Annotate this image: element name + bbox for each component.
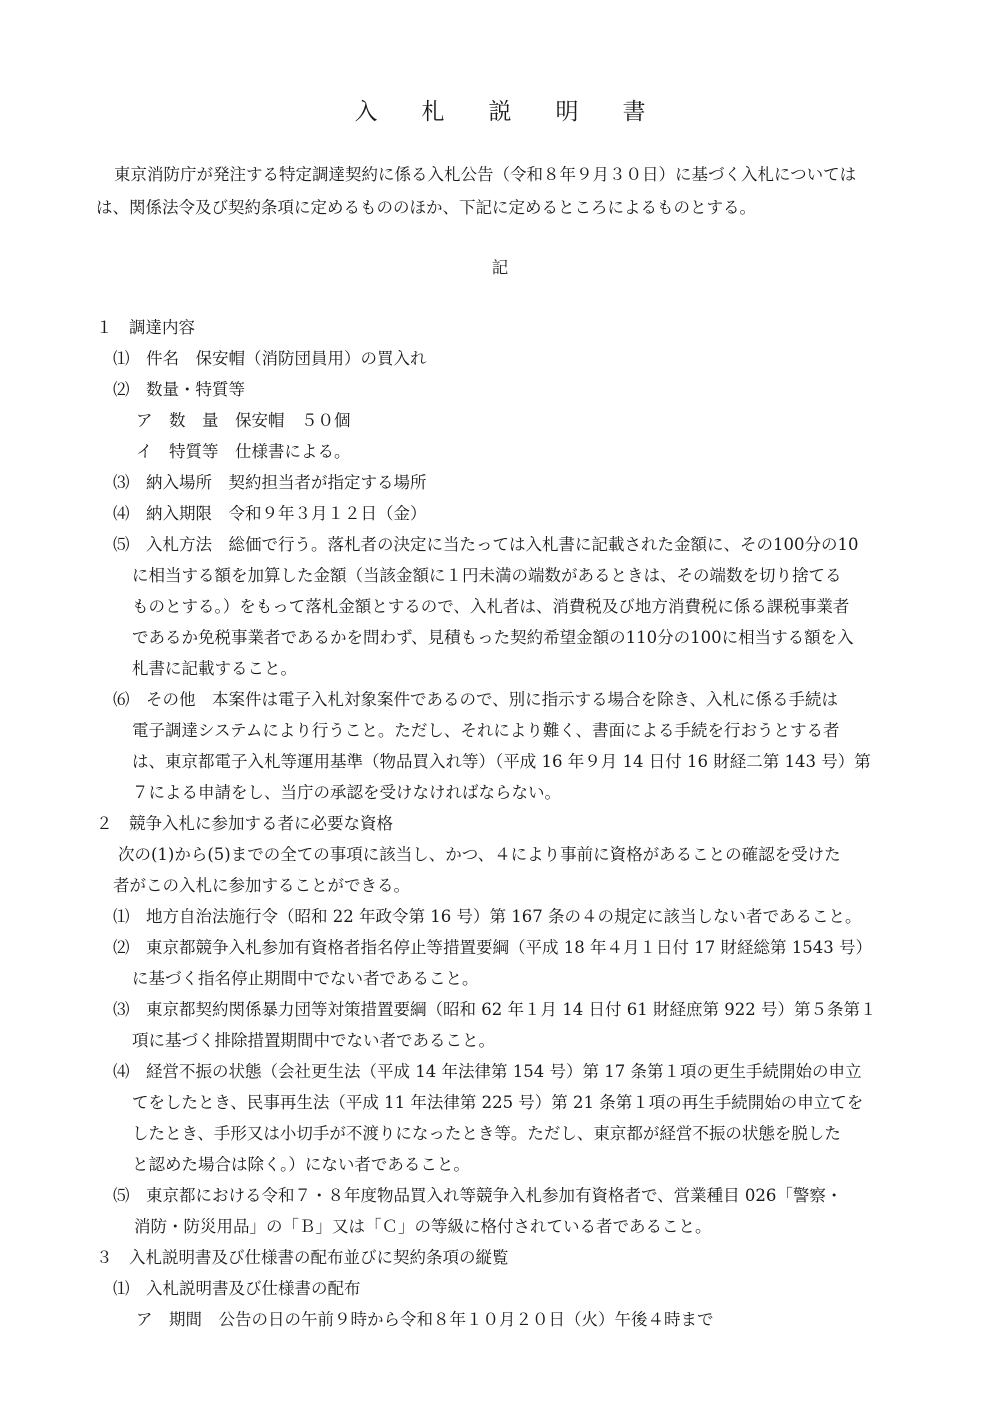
item-1-5-cont: であるか免税事業者であるかを問わず、見積もった契約希望金額の110分の100に相当する額を入 [132,628,854,647]
section-2-text: 者がこの入札に参加することができる。 [113,876,410,895]
section-heading-1: １ 調達内容 [96,318,195,337]
item-1-6-cont: ７による申請をし、当庁の承認を受けなければならない。 [132,783,561,802]
section-2-text: 次の(1)から(5)までの全ての事項に該当し、かつ、４により事前に資格があることの確認を受けた [118,845,841,864]
document-body [96,312,926,1335]
subitem-a: ア 数 量 保安帽 ５０個 [136,411,351,430]
item-1-5-cont: に相当する額を加算した金額（当該金額に１円未満の端数があるときは、その端数を切り捨てる [132,566,842,585]
item-2-2-cont: に基づく指名停止期間中でない者であること。 [132,969,479,988]
item-2-3-cont: 項に基づく排除措置期間中でない者であること。 [132,1031,495,1050]
subitem-a-period: ア 期間 公告の日の午前９時から令和８年１０月２０日（火）午後４時まで [136,1310,714,1329]
item-1-6: ⑹ その他 本案件は電子入札対象案件であるので、別に指示する場合を除き、入札に係る手続は [113,690,839,709]
item-1-2: ⑵ 数量・特質等 [113,380,245,399]
item-2-5-cont: 消防・防災用品」の「Ｂ」又は「Ｃ」の等級に格付されている者であること。 [134,1217,712,1236]
item-2-4-cont: と認めた場合は除く。）にない者であること。 [132,1155,470,1174]
item-2-1: ⑴ 地方自治法施行令（昭和 22 年政令第 16 号）第 167 条の４の規定に該当しない者であること。 [113,907,862,926]
item-1-5-cont: 札書に記載すること。 [132,659,297,678]
item-2-3: ⑶ 東京都契約関係暴力団等対策措置要綱（昭和 62 年１月 14 日付 61 財経庶第 922 号）第５条第１ [113,1000,877,1019]
intro-line: は、関係法令及び契約条項に定めるもののほか、下記に定めるところによるものとする。 [96,198,756,217]
item-1-5-cont: ものとする。）をもって落札金額とするので、入札者は、消費税及び地方消費税に係る課税事業者 [132,597,850,616]
item-2-2: ⑵ 東京都競争入札参加有資格者指名停止等措置要綱（平成 18 年４月１日付 17 財経総第 1543 号） [113,938,872,957]
item-1-6-cont: 電子調達システムにより行うこと。ただし、それにより難く、書面による手続を行おうとする者 [132,721,840,740]
item-2-4-cont: したとき、手形又は小切手が不渡りになったとき等。ただし、東京都が経営不振の状態を脱した [132,1124,841,1143]
item-1-3: ⑶ 納入場所 契約担当者が指定する場所 [113,473,427,492]
item-2-4-cont: てをしたとき、民事再生法（平成 11 年法律第 225 号）第 21 条第１項の再生手続開始の申立てを [132,1093,864,1112]
intro-line: 東京消防庁が発注する特定調達契約に係る入札公告（令和８年９月３０日）に基づく入札については [114,165,857,184]
item-3-1: ⑴ 入札説明書及び仕様書の配布 [113,1279,361,1298]
item-2-4: ⑷ 経営不振の状態（会社更生法（平成 14 年法律第 154 号）第 17 条第１項の更生手続開始の申立 [113,1062,862,1081]
document-title: 入札説明書 [354,99,690,125]
item-1-6-cont: は、東京都電子入札等運用基準（物品買入れ等）（平成 16 年９月 14 日付 16 財経二第 143 号）第 [132,752,871,771]
section-heading-2: ２ 競争入札に参加する者に必要な資格 [96,814,393,833]
item-2-5: ⑸ 東京都における令和７・８年度物品買入れ等競争入札参加有資格者で、営業種目 026「警察・ [113,1186,843,1205]
subitem-i: イ 特質等 仕様書による。 [136,442,351,461]
item-1-5: ⑸ 入札方法 総価で行う。落札者の決定に当たっては入札書に記載された金額に、その100分の10 [113,535,859,554]
ki-heading: 記 [491,258,509,277]
intro-paragraph [96,158,916,224]
item-1-4: ⑷ 納入期限 令和９年３月１２日（金） [113,504,427,523]
section-heading-3: ３ 入札説明書及び仕様書の配布並びに契約条項の縦覧 [96,1248,509,1267]
item-1-1: ⑴ 件名 保安帽（消防団員用）の買入れ [113,349,427,368]
